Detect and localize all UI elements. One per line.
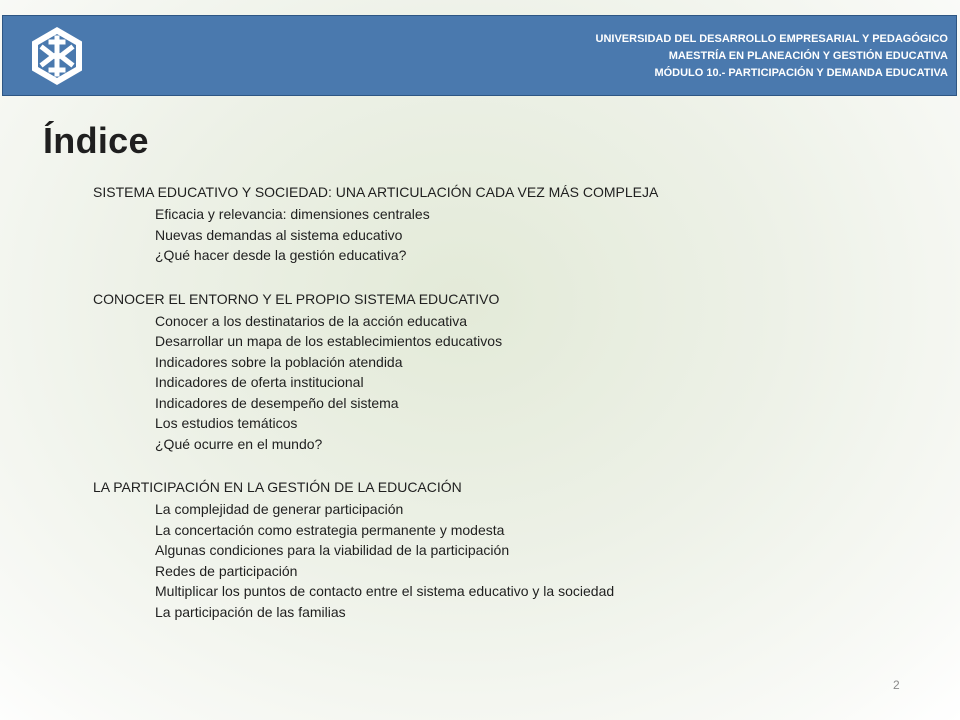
page-number: 2 [893,678,900,692]
toc-item: ¿Qué hacer desde la gestión educativa? [155,247,407,263]
toc-section [93,475,923,622]
toc-item: Nuevas demandas al sistema educativo [155,226,403,243]
toc-item: La participación de las familias [155,603,346,620]
toc-item: Conocer a los destinatarios de la acción educativa [155,312,468,329]
toc-item: Los estudios temáticos [155,415,298,431]
toc-section [93,180,923,266]
toc-item: Redes de participación [155,562,298,579]
university-name: UNIVERSIDAD DEL DESARROLLO EMPRESARIAL Y PEDAGÓGICO [595,33,948,45]
toc-item: Algunas condiciones para la viabilidad de la participación [155,542,510,558]
slide-header [2,15,957,96]
toc-section-title: SISTEMA EDUCATIVO Y SOCIEDAD: UNA ARTICULACIÓN CADA VEZ MÁS COMPLEJA [93,184,659,200]
page-title: Índice [43,120,149,161]
toc-item: ¿Qué ocurre en el mundo? [155,435,323,452]
toc-item: Indicadores sobre la población atendida [155,353,403,370]
toc-item: Eficacia y relevancia: dimensiones centrales [155,206,430,222]
toc-item: Multiplicar los puntos de contacto entre el sistema educativo y la sociedad [155,583,615,599]
toc-item: La concertación como estrategia permanente y modesta [155,521,505,538]
program-name: MAESTRÍA EN PLANEACIÓN Y GESTIÓN EDUCATIVA [668,50,948,62]
toc-item: Desarrollar un mapa de los establecimientos educativos [155,333,503,349]
header-text [596,31,948,82]
module-name: MÓDULO 10.- PARTICIPACIÓN Y DEMANDA EDUCATIVA [654,67,948,79]
table-of-contents [93,180,923,643]
toc-item: Indicadores de oferta institucional [155,374,364,390]
toc-section-title: CONOCER EL ENTORNO Y EL PROPIO SISTEMA EDUCATIVO [93,290,500,307]
toc-item: La complejidad de generar participación [155,501,404,517]
toc-section-title: LA PARTICIPACIÓN EN LA GESTIÓN DE LA EDUCACIÓN [93,479,462,495]
toc-item: Indicadores de desempeño del sistema [155,394,399,411]
university-logo-icon [25,24,89,88]
toc-section [93,287,923,455]
